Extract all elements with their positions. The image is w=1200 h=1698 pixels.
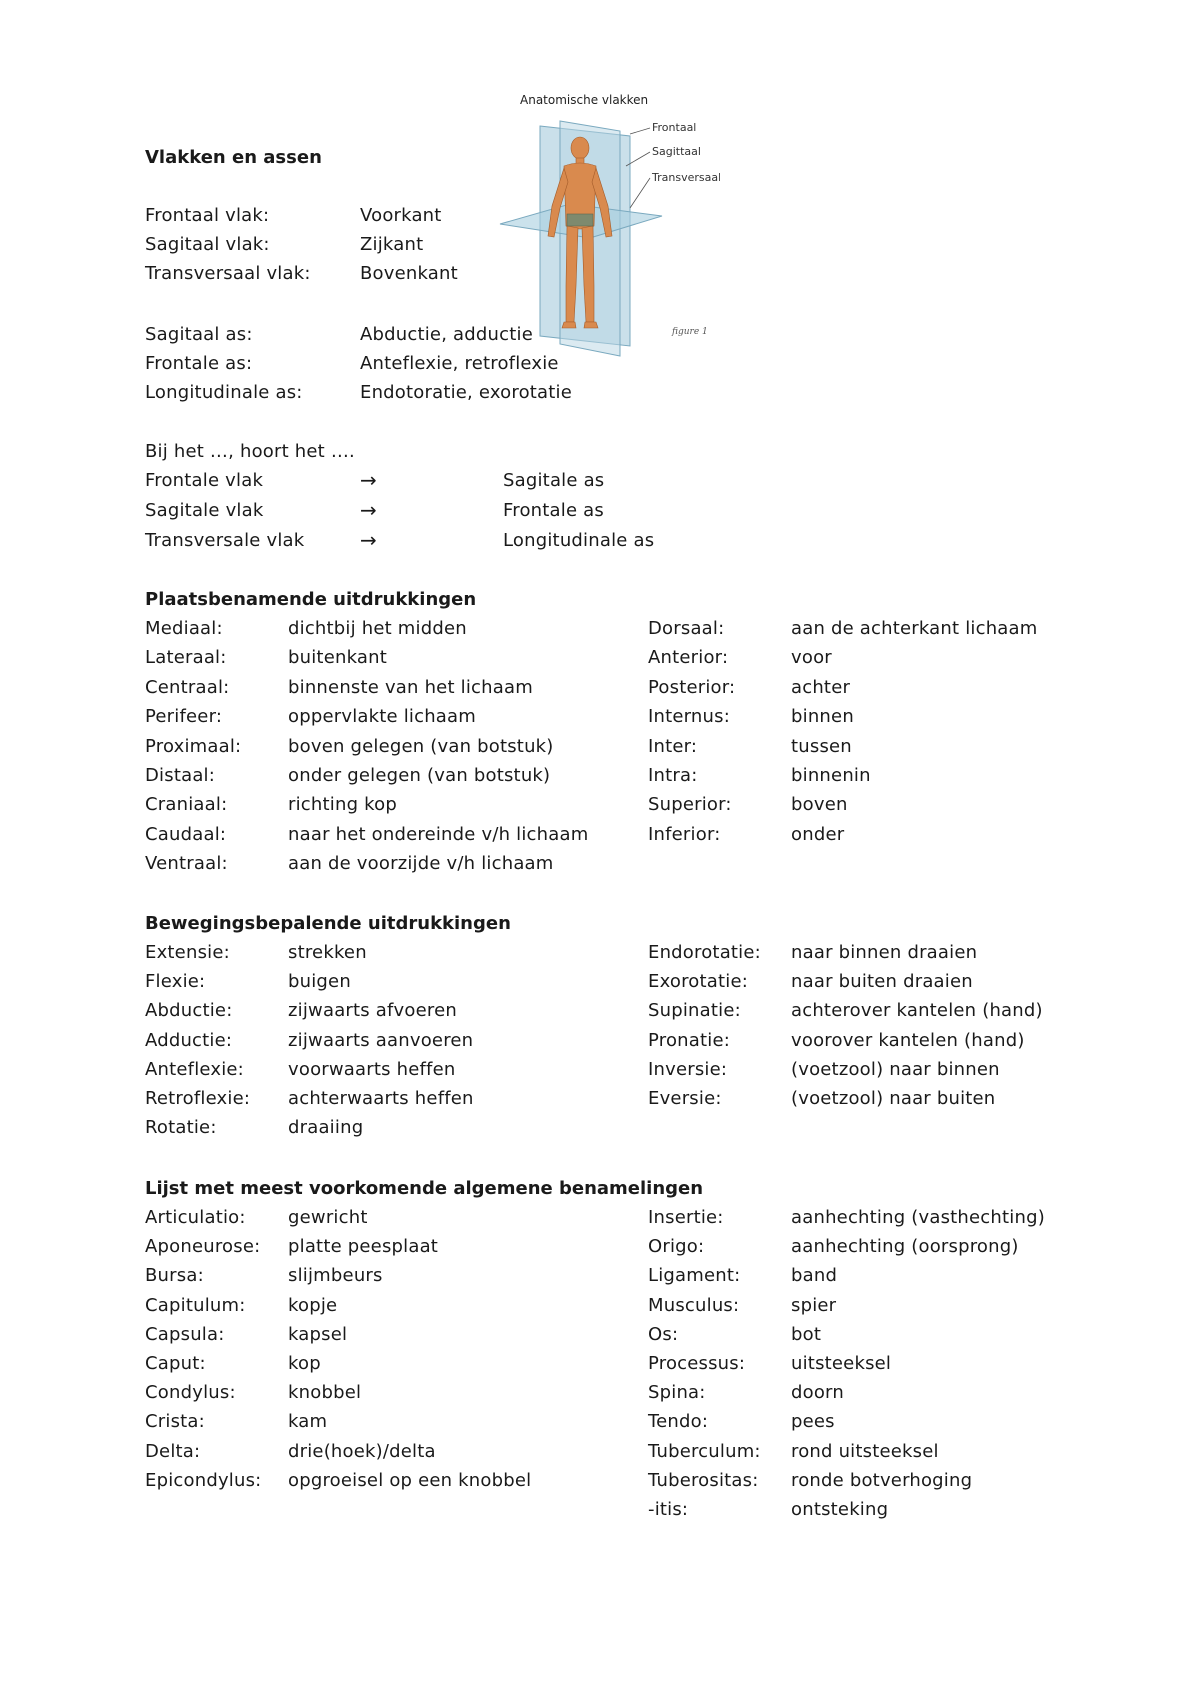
right-value: achter [791,676,851,698]
left-term: Mediaal: [145,618,223,639]
label-transversaal: Transversaal [652,171,720,184]
left-value: strekken [288,942,367,963]
right-term: Os: [648,1323,679,1345]
right-term: Exorotatie: [648,971,748,993]
right-value: uitsteeksel [791,1353,892,1374]
left-term: Adductie: [145,1029,233,1051]
left-term: Caput: [145,1353,206,1374]
right-term: Internus: [648,706,730,728]
left-term: Caudaal: [145,823,227,845]
left-term: Capitulum: [145,1294,246,1316]
left-value: dichtbij het midden [288,618,467,639]
arrow-right-icon: → [360,498,377,522]
pair-axis: Frontale as [503,500,604,521]
left-term: Flexie: [145,971,206,993]
right-value: voor [791,647,832,669]
axis-term: Longitudinale as: [145,382,303,403]
right-value: (voetzool) naar binnen [791,1058,1000,1080]
plane-term: Transversaal vlak: [145,263,311,284]
left-value: boven gelegen (van botstuk) [288,735,554,757]
right-value: aanhechting (vasthechting) [791,1207,1045,1228]
left-value: drie(hoek)/delta [288,1440,436,1462]
left-term: Extensie: [145,942,230,963]
right-value: binnen [791,706,854,728]
left-term: Condylus: [145,1382,236,1404]
figure-caption: figure 1 [672,327,708,337]
left-term: Rotatie: [145,1117,217,1139]
axis-value: Anteflexie, retroflexie [360,353,559,374]
left-value: platte peesplaat [288,1236,439,1258]
left-value: gewricht [288,1207,368,1228]
label-frontaal: Frontaal [652,121,697,134]
right-value: (voetzool) naar buiten [791,1088,996,1109]
left-term: Retroflexie: [145,1088,251,1109]
pair-plane: Frontale vlak [145,470,264,491]
right-term: Intra: [648,765,698,786]
right-term: Tuberculum: [648,1440,761,1462]
anatomical-planes-illustration [480,86,720,366]
right-value: naar binnen draaien [791,942,978,963]
arrow-right-icon: → [360,468,377,492]
left-term: Craniaal: [145,794,228,816]
right-term: Posterior: [648,676,736,698]
pair-plane: Sagitale vlak [145,500,264,521]
right-term: Supinatie: [648,1000,741,1022]
left-value: zijwaarts aanvoeren [288,1029,474,1051]
left-value: knobbel [288,1382,362,1404]
right-value: ontsteking [791,1499,889,1520]
pair-axis: Longitudinale as [503,530,655,551]
left-term: Distaal: [145,765,216,786]
axis-value: Endotoratie, exorotatie [360,382,573,403]
left-term: Perifeer: [145,706,223,728]
right-value: doorn [791,1382,844,1404]
right-value: boven [791,794,848,816]
right-value: voorover kantelen (hand) [791,1029,1025,1051]
left-term: Ventraal: [145,853,228,875]
left-term: Proximaal: [145,735,242,757]
right-value: rond uitsteeksel [791,1440,939,1462]
bij-het-line: Bij het …, hoort het …. [145,441,355,462]
right-term: Tuberositas: [648,1469,759,1491]
right-value: naar buiten draaien [791,971,973,993]
right-term: Endorotatie: [648,942,761,963]
heading-vlakken-en-assen: Vlakken en assen [145,147,322,168]
right-term: Anterior: [648,647,729,669]
left-term: Lateraal: [145,647,227,669]
left-term: Bursa: [145,1265,204,1287]
left-term: Aponeurose: [145,1236,261,1258]
right-term: Dorsaal: [648,618,725,639]
right-value: ronde botverhoging [791,1469,973,1491]
right-term: Ligament: [648,1265,741,1287]
axis-term: Sagitaal as: [145,324,253,345]
left-value: slijmbeurs [288,1265,383,1287]
right-term: Spina: [648,1382,706,1404]
right-term: Processus: [648,1353,746,1374]
pair-axis: Sagitale as [503,470,605,491]
axis-value: Abductie, adductie [360,324,533,345]
left-term: Centraal: [145,676,230,698]
axis-term: Frontale as: [145,353,253,374]
left-value: voorwaarts heffen [288,1058,456,1080]
left-value: kapsel [288,1323,348,1345]
left-value: binnenste van het lichaam [288,676,533,698]
left-value: buitenkant [288,647,387,669]
label-sagittaal: Sagittaal [652,145,701,158]
left-value: onder gelegen (van botstuk) [288,765,551,786]
left-term: Epicondylus: [145,1469,262,1491]
left-value: aan de voorzijde v/h lichaam [288,853,554,875]
right-value: band [791,1265,838,1287]
left-term: Anteflexie: [145,1058,244,1080]
left-value: opgroeisel op een knobbel [288,1469,532,1491]
right-term: Superior: [648,794,732,816]
left-value: achterwaarts heffen [288,1088,474,1109]
heading-plaatsbenamende: Plaatsbenamende uitdrukkingen [145,589,477,610]
right-term: Musculus: [648,1294,740,1316]
left-term: Abductie: [145,1000,233,1022]
right-term: Inferior: [648,823,721,845]
heading-bewegingsbepalende: Bewegingsbepalende uitdrukkingen [145,913,511,934]
plane-value: Bovenkant [360,263,458,284]
left-value: zijwaarts afvoeren [288,1000,457,1022]
left-term: Articulatio: [145,1207,246,1228]
right-value: tussen [791,735,852,757]
right-term: Pronatie: [648,1029,730,1051]
plane-value: Voorkant [360,205,442,226]
left-value: kam [288,1411,328,1433]
plane-value: Zijkant [360,234,424,255]
right-term: Tendo: [648,1411,709,1433]
right-term: Inter: [648,735,698,757]
right-value: binnenin [791,765,871,786]
left-term: Capsula: [145,1323,225,1345]
left-value: kopje [288,1294,338,1316]
left-term: Delta: [145,1440,201,1462]
right-term: Origo: [648,1236,705,1258]
right-value: pees [791,1411,835,1433]
right-term: -itis: [648,1499,689,1520]
plane-term: Sagitaal vlak: [145,234,270,255]
arrow-right-icon: → [360,528,377,552]
right-value: bot [791,1323,822,1345]
right-term: Inversie: [648,1058,728,1080]
right-value: achterover kantelen (hand) [791,1000,1043,1022]
left-value: naar het ondereinde v/h lichaam [288,823,589,845]
left-value: draaiing [288,1117,364,1139]
right-value: aan de achterkant lichaam [791,618,1038,639]
left-term: Crista: [145,1411,205,1433]
plane-term: Frontaal vlak: [145,205,270,226]
right-term: Eversie: [648,1088,722,1109]
anatomical-planes-figure [480,86,720,366]
right-value: aanhechting (oorsprong) [791,1236,1019,1258]
pair-plane: Transversale vlak [145,530,305,551]
figure-title: Anatomische vlakken [520,93,649,107]
right-value: spier [791,1294,837,1316]
left-value: richting kop [288,794,397,816]
left-value: buigen [288,971,351,993]
right-value: onder [791,823,845,845]
left-value: kop [288,1353,321,1374]
heading-lijst-benamelingen: Lijst met meest voorkomende algemene benamelingen [145,1178,704,1199]
left-value: oppervlakte lichaam [288,706,477,728]
right-term: Insertie: [648,1207,724,1228]
